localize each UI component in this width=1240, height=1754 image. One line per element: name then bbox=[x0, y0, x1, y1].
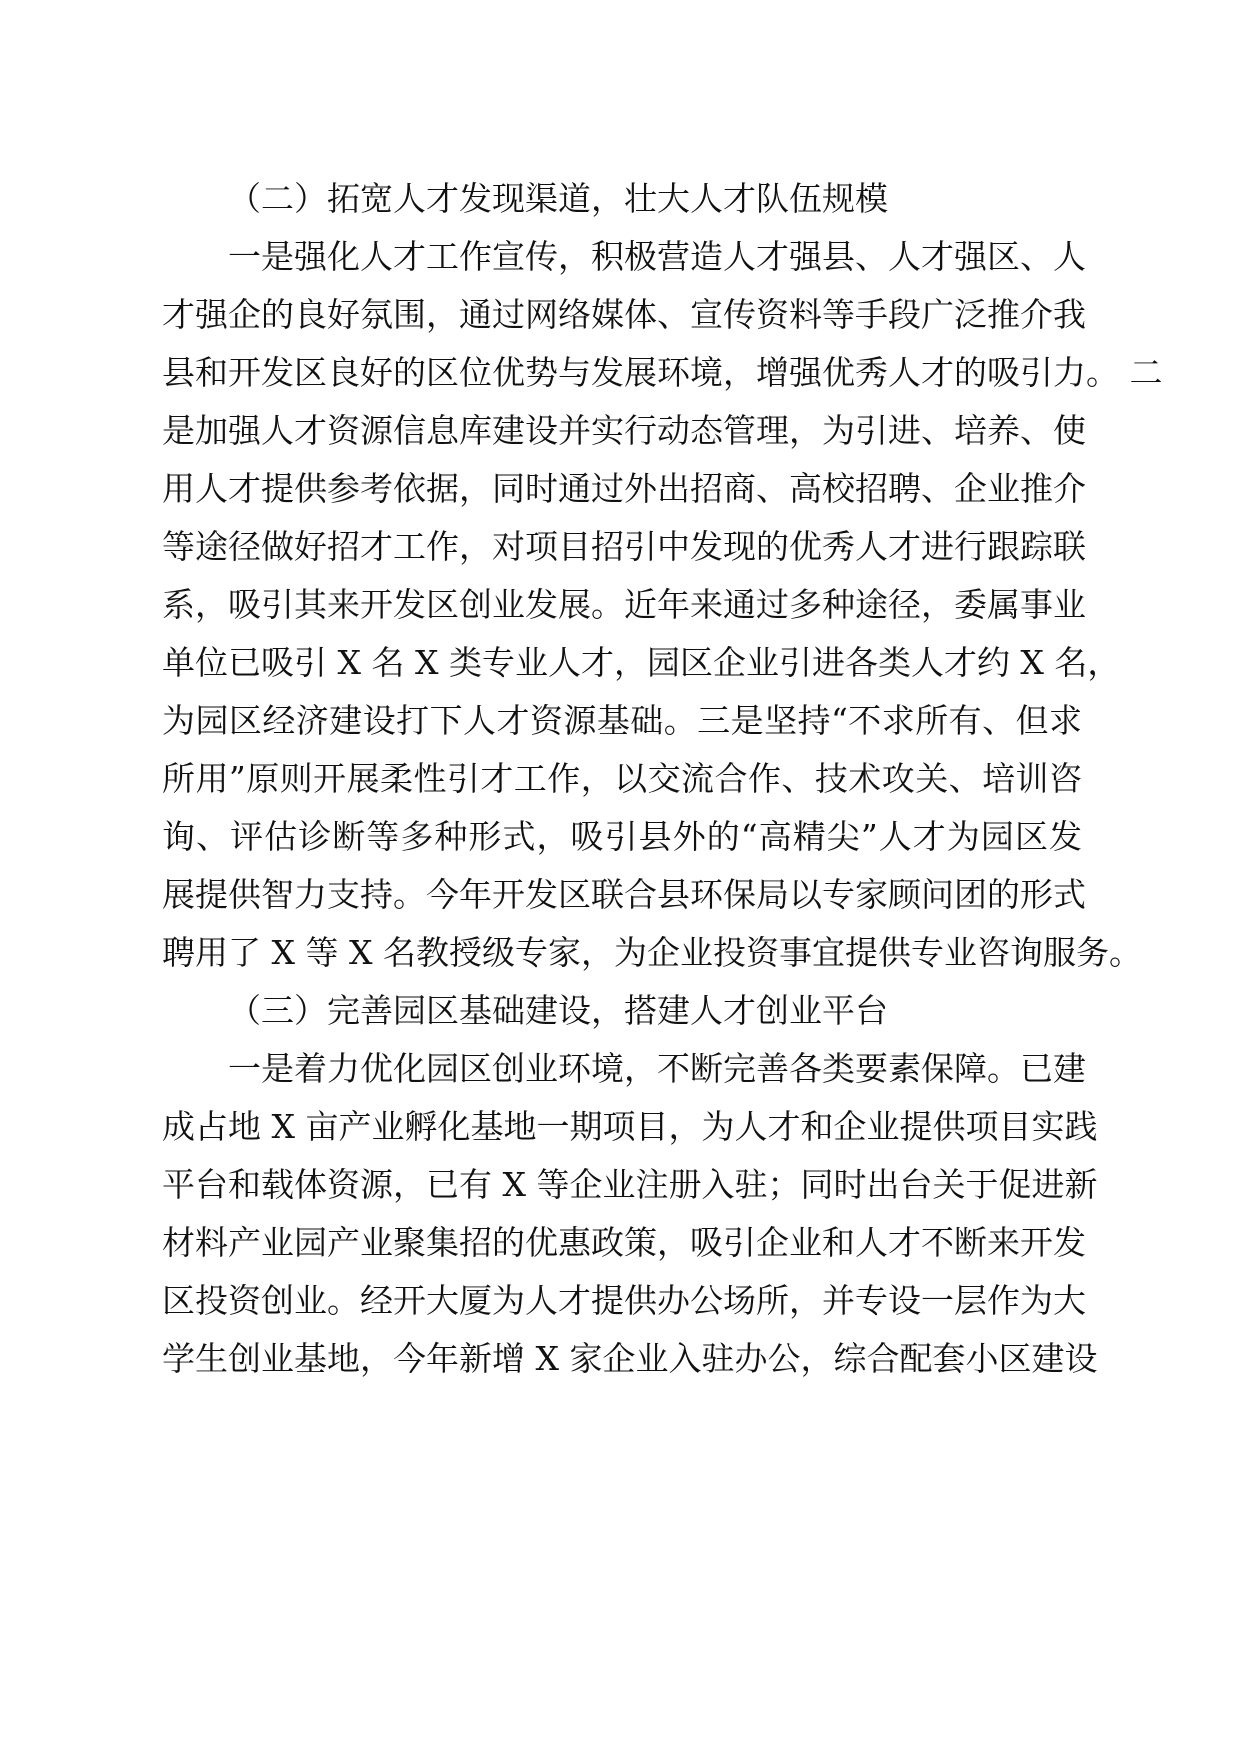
document-body bbox=[162, 170, 1163, 1388]
paragraph-line: 询、评估诊断等多种形式，吸引县外的“高精尖”人才为园区发 bbox=[162, 817, 1082, 856]
paragraph-line: 才强企的良好氛围，通过网络媒体、宣传资料等手段广泛推介我 bbox=[162, 295, 1086, 334]
paragraph-line: 是加强人才资源信息库建设并实行动态管理，为引进、培养、使 bbox=[162, 411, 1086, 450]
paragraph-line: 平台和载体资源，已有 X 等企业注册入驻；同时出台关于促进新 bbox=[162, 1165, 1098, 1204]
paragraph-line: 学生创业基地，今年新增 X 家企业入驻办公，综合配套小区建设 bbox=[162, 1339, 1098, 1378]
paragraph-line: 单位已吸引 X 名 X 类专业人才，园区企业引进各类人才约 X 名， bbox=[162, 643, 1121, 682]
paragraph-line: 县和开发区良好的区位优势与发展环境，增强优秀人才的吸引力。 二 bbox=[162, 353, 1163, 392]
paragraph-line: 系，吸引其来开发区创业发展。近年来通过多种途径，委属事业 bbox=[162, 585, 1086, 624]
paragraph-line: 等途径做好招才工作，对项目招引中发现的优秀人才进行跟踪联 bbox=[162, 527, 1086, 566]
section-paragraph-2 bbox=[162, 228, 1163, 982]
section-heading-2: （二）拓宽人才发现渠道，壮大人才队伍规模 bbox=[228, 179, 888, 218]
paragraph-line: 为园区经济建设打下人才资源基础。三是坚持“不求所有、但求 bbox=[162, 701, 1082, 740]
section-paragraph-3 bbox=[162, 1040, 1098, 1388]
paragraph-line: 一是着力优化园区创业环境，不断完善各类要素保障。已建 bbox=[228, 1049, 1086, 1088]
paragraph-line: 聘用了 X 等 X 名教授级专家，为企业投资事宜提供专业咨询服务。 bbox=[162, 933, 1142, 972]
paragraph-line: 一是强化人才工作宣传，积极营造人才强县、人才强区、人 bbox=[228, 237, 1086, 276]
paragraph-line: 区投资创业。经开大厦为人才提供办公场所，并专设一层作为大 bbox=[162, 1281, 1086, 1320]
paragraph-line: 用人才提供参考依据，同时通过外出招商、高校招聘、企业推介 bbox=[162, 469, 1086, 508]
paragraph-line: 成占地 X 亩产业孵化基地一期项目，为人才和企业提供项目实践 bbox=[162, 1107, 1098, 1146]
section-heading-3: （三）完善园区基础建设，搭建人才创业平台 bbox=[228, 991, 888, 1030]
paragraph-line: 所用”原则开展柔性引才工作，以交流合作、技术攻关、培训咨 bbox=[162, 759, 1082, 798]
paragraph-line: 展提供智力支持。今年开发区联合县环保局以专家顾问团的形式 bbox=[162, 875, 1086, 914]
paragraph-line: 材料产业园产业聚集招的优惠政策，吸引企业和人才不断来开发 bbox=[162, 1223, 1086, 1262]
